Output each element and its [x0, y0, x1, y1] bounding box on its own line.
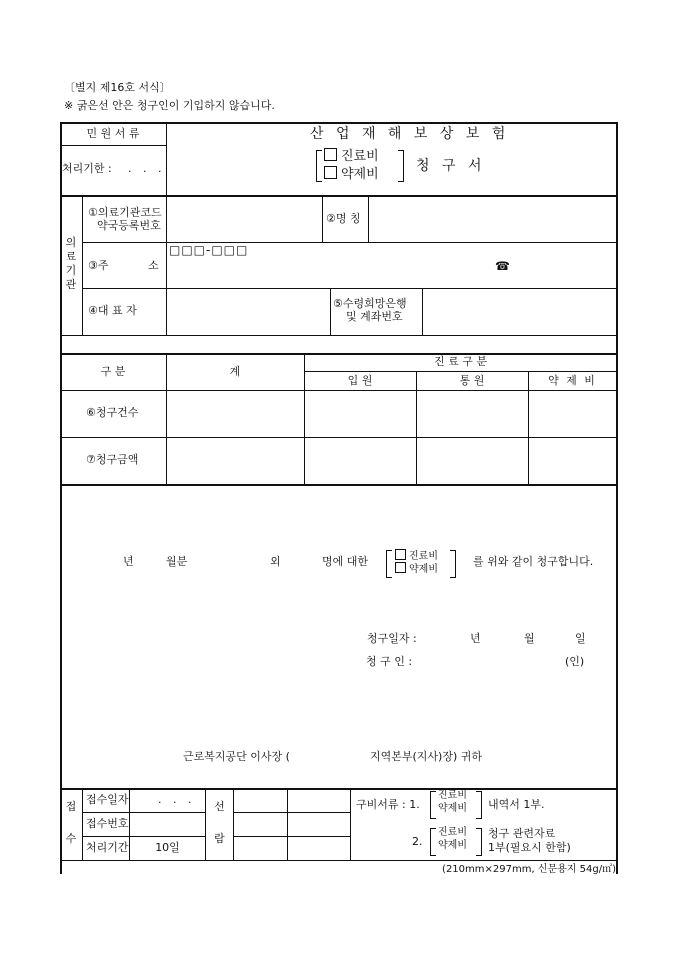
- form-note: ※ 굵은선 안은 청구인이 기입하지 않습니다.: [64, 99, 275, 112]
- category-header: 구 분: [100, 365, 126, 378]
- regional-office-field[interactable]: [300, 748, 366, 766]
- bracket-left: [316, 150, 322, 182]
- divider: [350, 788, 351, 860]
- divider: [60, 484, 618, 486]
- deadline-date: . . .: [128, 162, 166, 175]
- treatment-group-header: 진 료 구 분: [434, 355, 487, 368]
- doc2-text-1: 청구 관련자료: [488, 827, 556, 840]
- claim-date-day: 일: [575, 632, 586, 645]
- outpatient-header: 통 원: [459, 374, 485, 387]
- doc2-number: 2.: [412, 835, 423, 848]
- inpatient-header: 입 원: [347, 374, 373, 387]
- received-no-label: 접수번호: [86, 817, 129, 830]
- address-label-suffix: 소: [148, 259, 159, 272]
- amount-medicine-cell[interactable]: [529, 438, 615, 483]
- divider: [82, 788, 83, 860]
- process-period-label: 처리기간: [86, 841, 129, 854]
- divider: [233, 836, 351, 837]
- bracket-left: [386, 550, 392, 578]
- checkbox-treatment[interactable]: [395, 549, 406, 560]
- amount-inpatient-cell[interactable]: [305, 438, 415, 483]
- address-label: ③주: [88, 259, 109, 272]
- divider: [304, 371, 617, 372]
- stmt-others: 외: [270, 555, 281, 568]
- count-medicine-cell[interactable]: [529, 391, 615, 436]
- receipt-section-2: 수: [65, 832, 77, 845]
- divider: [287, 788, 288, 860]
- deadline-label: 처리기한 :: [62, 162, 112, 175]
- received-date-value: . . .: [158, 793, 196, 806]
- frame-bottom: [60, 860, 618, 861]
- divider: [233, 788, 234, 860]
- divider: [322, 195, 323, 242]
- stmt-option-medicine[interactable]: 약제비: [395, 562, 438, 576]
- option-medicine[interactable]: 약제비: [324, 166, 379, 183]
- form-number: 〔별지 제16호 서식〕: [64, 81, 171, 94]
- phone-icon: ☎: [495, 259, 510, 273]
- paper-spec: (210mm×297mm, 신문용지 54g/㎡): [442, 864, 616, 875]
- review-label-2: 람: [214, 832, 225, 845]
- bracket-right: [450, 550, 456, 578]
- doc2-text-2: 1부(필요시 한함): [488, 841, 571, 854]
- postal-code-boxes[interactable]: □□□-□□□: [169, 243, 249, 257]
- amount-total-cell[interactable]: [167, 438, 303, 483]
- divider: [233, 812, 351, 813]
- divider: [82, 195, 83, 335]
- civil-docs-label: 민 원 서 류: [86, 127, 140, 140]
- doc1-text: 내역서 1부.: [488, 798, 545, 811]
- divider: [82, 242, 617, 243]
- receipt-section-1: 접: [65, 800, 77, 813]
- total-header: 계: [229, 365, 241, 378]
- address-field[interactable]: [167, 258, 615, 287]
- frame-right: [616, 122, 618, 874]
- doc1-opt-medicine: 약제비: [438, 803, 467, 814]
- claim-date-month: 월: [524, 632, 535, 645]
- institution-code-field[interactable]: [167, 196, 321, 241]
- form-title: 산 업 재 해 보 상 보 험: [310, 126, 510, 142]
- count-total-cell[interactable]: [167, 391, 303, 436]
- bracket-left: [430, 828, 436, 856]
- option-treatment[interactable]: 진료비: [324, 148, 379, 165]
- frame-top: [60, 122, 618, 124]
- checkbox-treatment[interactable]: [324, 148, 337, 161]
- divider: [330, 288, 331, 335]
- bank-account-field[interactable]: [423, 289, 615, 334]
- stmt-year: 년: [123, 555, 134, 568]
- received-no-field[interactable]: [130, 813, 204, 835]
- divider: [60, 335, 618, 336]
- checkbox-medicine[interactable]: [395, 562, 406, 573]
- doc2-opt-treatment: 진료비: [438, 827, 467, 838]
- claim-amount-label: ⑦청구금액: [86, 453, 139, 466]
- divider: [82, 836, 206, 837]
- institution-code-label: ①의료기관코드: [88, 206, 162, 219]
- claimant-field[interactable]: [430, 652, 560, 670]
- form-title-suffix: 청 구 서: [416, 158, 486, 174]
- name-field[interactable]: [369, 196, 615, 241]
- representative-label: ④대 표 자: [88, 304, 137, 317]
- stmt-option-treatment[interactable]: 진료비: [395, 549, 438, 563]
- bracket-left: [430, 791, 436, 819]
- claim-count-label: ⑥청구건수: [86, 406, 139, 419]
- claimant-label: 청 구 인 :: [366, 655, 413, 668]
- recipient-suffix: 지역본부(지사)장) 귀하: [370, 750, 483, 763]
- review-label-1: 선: [214, 800, 225, 813]
- bracket-right: [398, 150, 404, 182]
- docs-label: 구비서류 : 1.: [356, 798, 420, 811]
- process-period-value: 10일: [155, 841, 180, 854]
- doc2-opt-medicine: 약제비: [438, 840, 467, 851]
- bracket-right: [476, 791, 482, 819]
- pharmacy-reg-label: 약국등록번호: [97, 219, 161, 232]
- seal-mark: (인): [565, 655, 585, 668]
- medicine-header: 약 제 비: [548, 374, 597, 387]
- name-label: ②명 칭: [326, 212, 361, 225]
- stmt-persons: 명에 대한: [322, 555, 369, 568]
- frame-left: [60, 122, 62, 874]
- received-date-label: 접수일자: [86, 793, 129, 806]
- institution-section-label: 의 료 기 관: [65, 236, 77, 291]
- amount-outpatient-cell[interactable]: [417, 438, 527, 483]
- divider: [205, 788, 206, 860]
- divider: [60, 145, 167, 146]
- representative-field[interactable]: [167, 289, 329, 334]
- account-label: 및 계좌번호: [346, 310, 403, 323]
- doc1-opt-treatment: 진료비: [438, 790, 467, 801]
- claim-date-label: 청구일자 :: [367, 632, 417, 645]
- bank-label: ⑤수령희망은행: [333, 297, 407, 310]
- count-inpatient-cell[interactable]: [305, 391, 415, 436]
- bracket-right: [476, 828, 482, 856]
- count-outpatient-cell[interactable]: [417, 391, 527, 436]
- stmt-tail: 를 위와 같이 청구합니다.: [473, 555, 594, 568]
- divider: [60, 353, 618, 355]
- divider: [60, 788, 618, 790]
- checkbox-medicine[interactable]: [324, 166, 337, 179]
- claim-date-year: 년: [470, 632, 481, 645]
- stmt-month: 월분: [166, 555, 188, 568]
- divider: [166, 122, 167, 196]
- recipient-prefix: 근로복지공단 이사장 (: [183, 750, 290, 763]
